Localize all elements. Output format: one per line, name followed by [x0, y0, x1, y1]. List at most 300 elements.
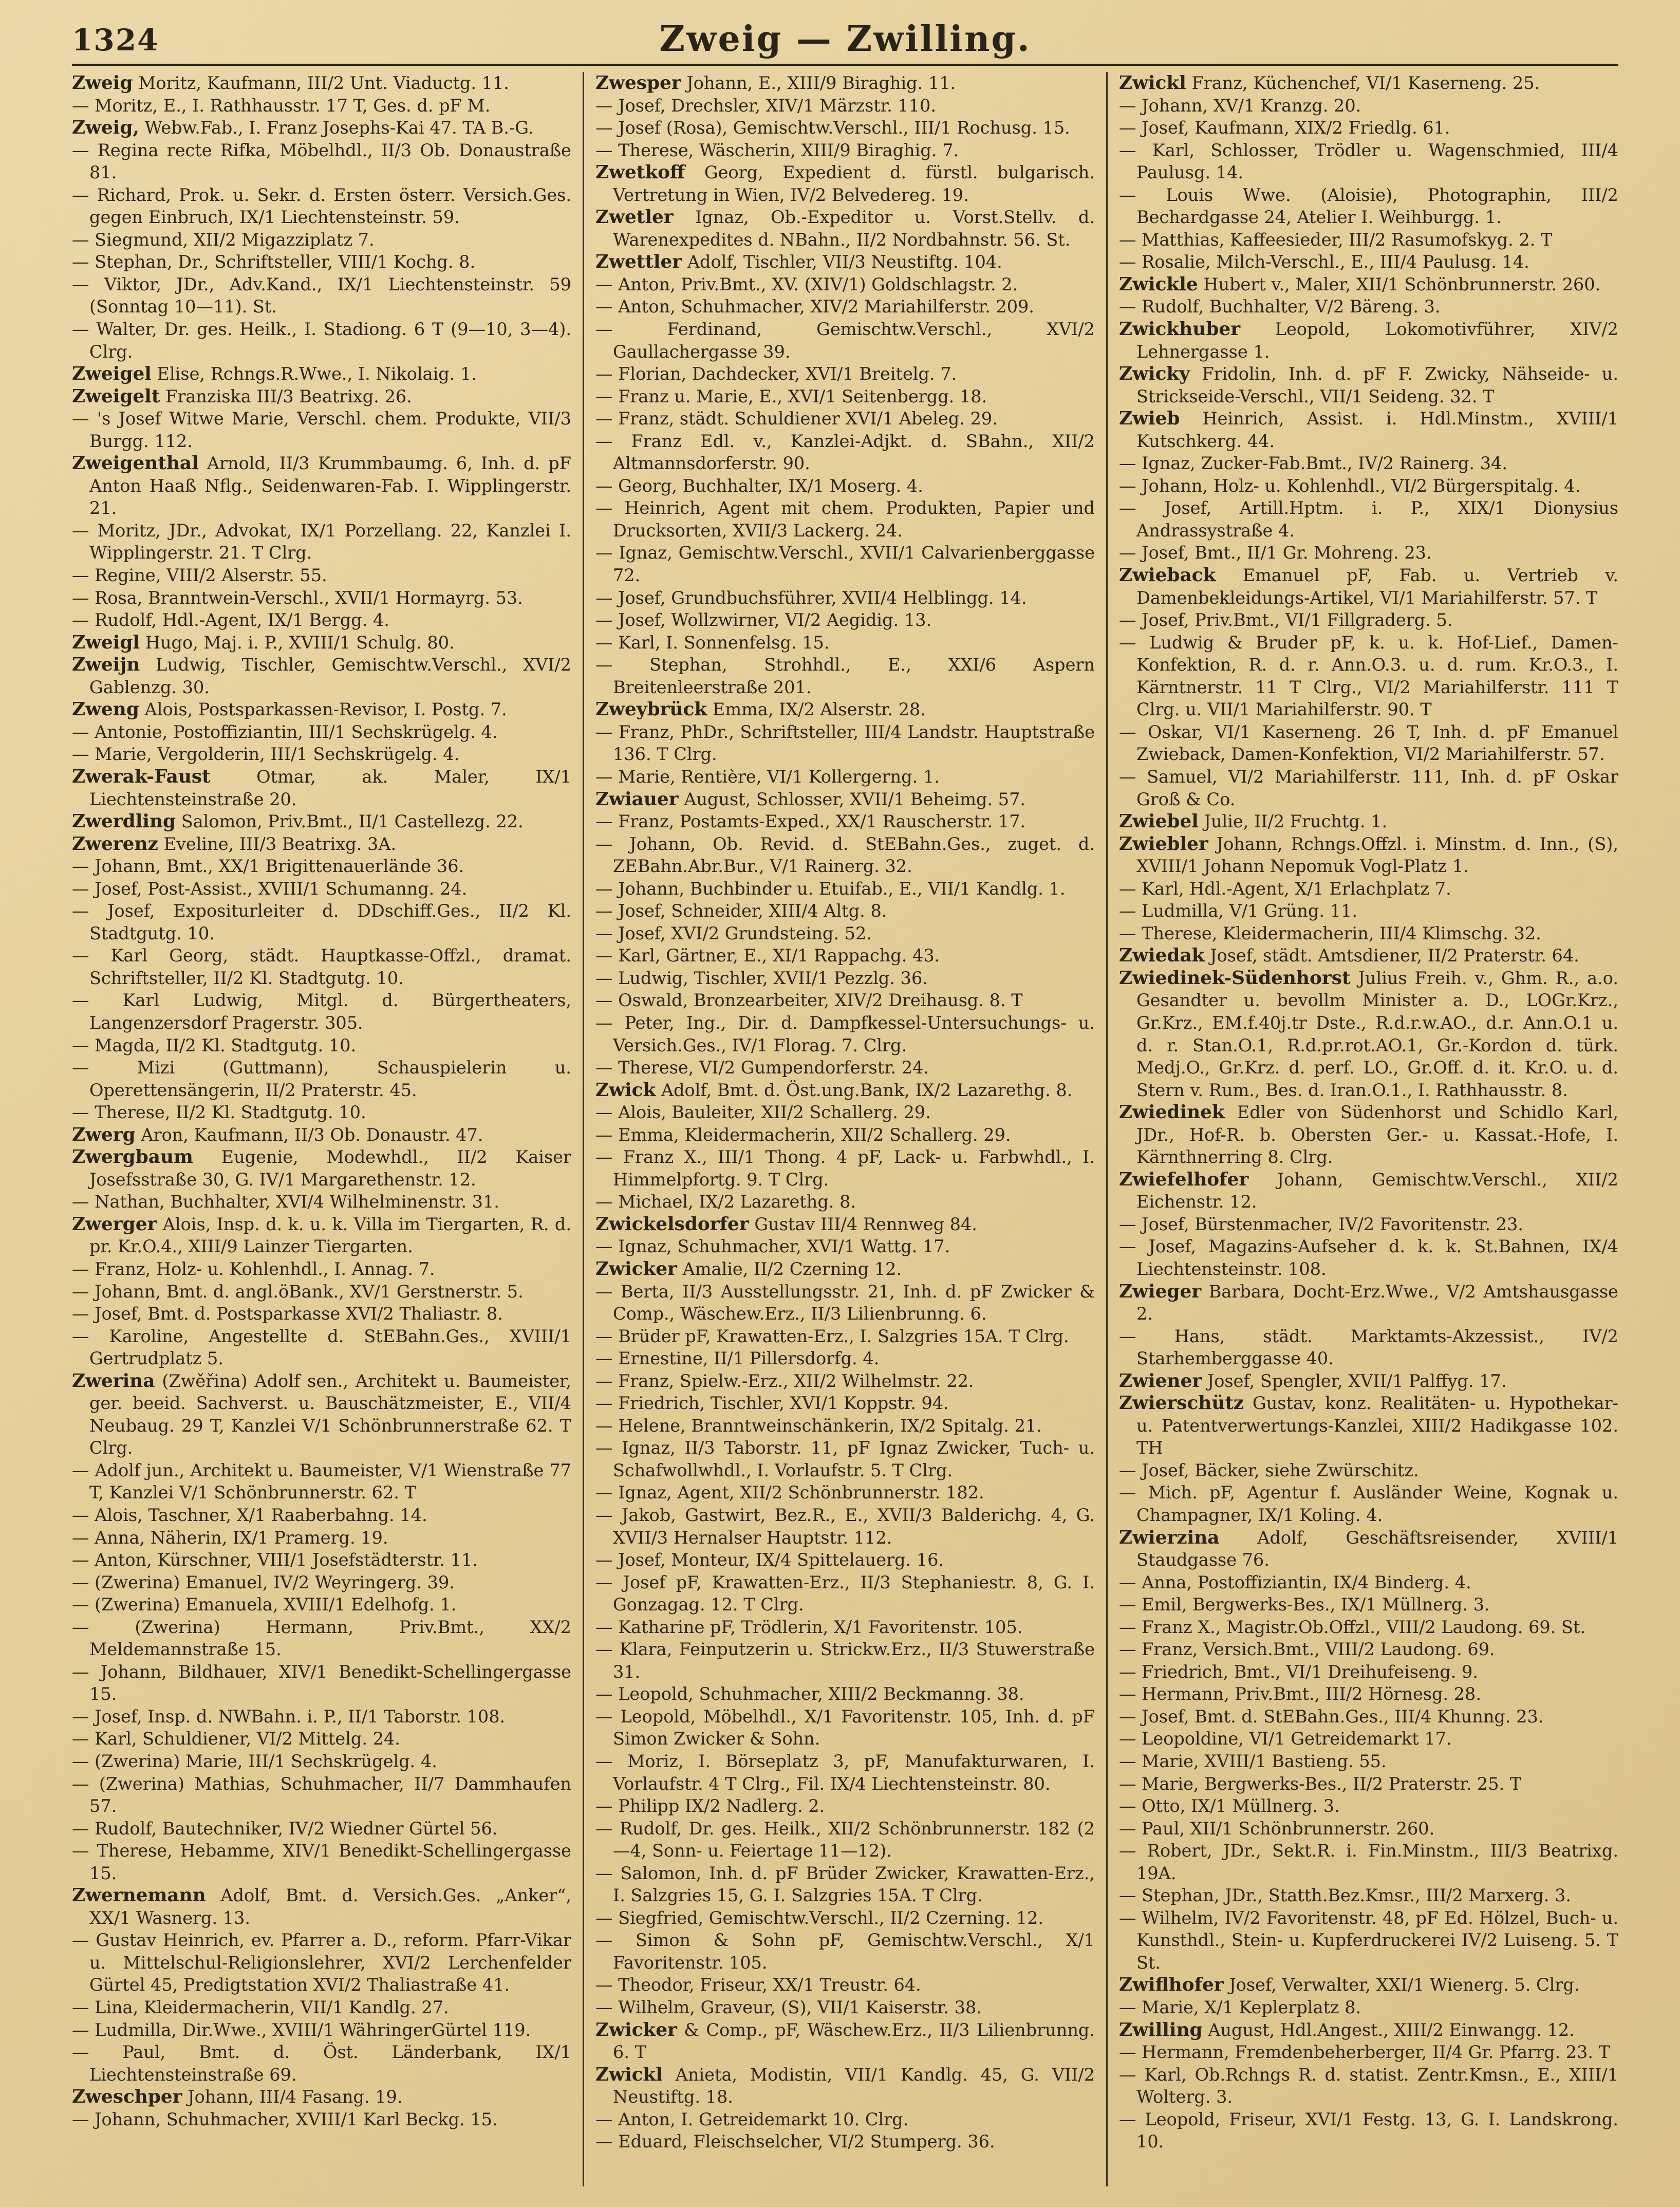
- entry-text: — Johann, Schuhmacher, XVIII/1 Karl Beckg. 15.: [72, 2109, 498, 2129]
- entry-text: — Marie, Bergwerks-Bes., II/2 Praterstr. 25. T: [1119, 1773, 1522, 1794]
- entry-surname: Zwetler: [595, 206, 674, 228]
- directory-entry: [595, 1415, 1095, 1437]
- directory-entry: [1119, 363, 1618, 407]
- directory-entry: [595, 721, 1095, 766]
- directory-entry: [1119, 1593, 1618, 1616]
- directory-entry: [1119, 475, 1618, 497]
- directory-entry: [72, 452, 571, 520]
- directory-entry: [72, 1056, 571, 1101]
- directory-entry: [72, 1146, 571, 1191]
- directory-entry: [72, 1616, 571, 1661]
- entry-text: — Samuel, VI/2 Mariahilferstr. 111, Inh. d. pF Oskar Groß & Co.: [1119, 766, 1618, 809]
- entry-surname: Zwerg: [72, 1123, 136, 1145]
- entry-text: — 's Josef Witwe Marie, Verschl. chem. Produkte, VII/3 Burgg. 112.: [72, 409, 571, 451]
- directory-entry: [72, 229, 571, 251]
- directory-entry: [595, 1481, 1095, 1504]
- entry-text: — Ferdinand, Gemischtw.Verschl., XVI/2 Gaullachergasse 39.: [595, 319, 1095, 362]
- directory-entry: [1119, 1101, 1618, 1169]
- entry-text: Adolf, Bmt. d. Versich.Ges. „Anker“, XX/1 Wasnerg. 13.: [89, 1885, 571, 1928]
- entry-text: Fridolin, Inh. d. pF F. Zwicky, Nähseide- u. Strickseide-Verschl., VII/1 Seideng. 32. T: [1136, 364, 1618, 406]
- entry-text: — Ignaz, Gemischtw.Verschl., XVII/1 Calvarienberggasse 72.: [595, 543, 1095, 586]
- entry-surname: Zwickl: [1119, 72, 1186, 94]
- directory-entry: [72, 878, 571, 900]
- entry-text: August, Hdl.Angest., XIII/2 Einwangg. 12.: [1202, 2019, 1575, 2040]
- directory-entry: [72, 900, 571, 944]
- directory-entry: [595, 1079, 1095, 1102]
- entry-text: Julius Freih. v., Ghm. R., a.o. Gesandter u. bevollm Minister a. D., LOGr.Krz., Gr.Krz., EM.f.40j.tr Dste., R.d.r.w.AO., d.r. Ann.O.1 u. d. r. Stan.O.1, R.d.pr.rot.AO.1, Gr.-Kordon d. türk. Medj.O., Gr.Krz. d. perf. LO., Gr.Off. d. it. Kr.O. u. d. Stern v. Rum., Bes. d. Iran.O.1., I. Rathhausstr. 8.: [1136, 968, 1618, 1100]
- entry-text: — Wilhelm, IV/2 Favoritenstr. 48, pF Ed. Hölzel, Buch- u. Kunsthdl., Stein- u. Kupferdruckerei IV/2 Luiseng. 5. T St.: [1119, 1907, 1618, 1973]
- entry-text: Otmar, ak. Maler, IX/1 Liechtensteinstraße 20.: [89, 766, 571, 809]
- entry-text: — Leopold, Schuhmacher, XIII/2 Beckmanng. 38.: [595, 1684, 1024, 1704]
- entry-text: — Walter, Dr. ges. Heilk., I. Stadiong. 6 T (9—10, 3—4). Clrg.: [72, 319, 571, 362]
- directory-entry: [72, 1996, 571, 2019]
- directory-entry: [1119, 766, 1618, 810]
- entry-text: — Ludmilla, Dir.Wwe., XVIII/1 WähringerGürtel 119.: [72, 2019, 531, 2040]
- entry-surname: Zweigenthal: [72, 452, 199, 474]
- directory-entry: [1119, 407, 1618, 452]
- directory-entry: [1119, 1235, 1618, 1280]
- entry-text: — Ignaz, II/3 Taborstr. 11, pF Ignaz Zwicker, Tuch- u. Schafwollwhdl., I. Vorlaufstr. 5. T Clrg.: [595, 1438, 1095, 1480]
- entry-surname: Zwickhuber: [1119, 318, 1241, 340]
- entry-text: — Johann, XV/1 Kranzg. 20.: [1119, 95, 1361, 116]
- entry-text: — Josef, Bäcker, siehe Zwürschitz.: [1119, 1460, 1419, 1480]
- directory-entry: [595, 542, 1095, 586]
- entry-text: — Josef, Priv.Bmt., VI/1 Fillgraderg. 5.: [1119, 610, 1453, 630]
- directory-entry: [595, 587, 1095, 609]
- page-header: [72, 18, 1618, 65]
- directory-entry: [1119, 1281, 1618, 1325]
- directory-entry: [72, 1571, 571, 1594]
- directory-entry: [595, 1974, 1095, 1996]
- directory-entry: [1119, 967, 1618, 1101]
- entry-text: — Josef, Magazins-Aufseher d. k. k. St.Bahnen, IX/4 Liechtensteinstr. 108.: [1119, 1236, 1618, 1279]
- directory-entry: [1119, 1817, 1618, 1840]
- directory-entry: [595, 1862, 1095, 1907]
- directory-entry: [1119, 1795, 1618, 1817]
- directory-entry: [595, 989, 1095, 1012]
- directory-entry: [1119, 1750, 1618, 1773]
- entry-text: — Robert, JDr., Sekt.R. i. Fin.Minstm., III/3 Beatrixg. 19A.: [1119, 1841, 1618, 1883]
- directory-entry: [72, 1593, 571, 1616]
- directory-entry: [1119, 1325, 1618, 1370]
- directory-entry: [1119, 1370, 1618, 1393]
- entry-text: — Georg, Buchhalter, IX/1 Moserg. 4.: [595, 475, 923, 496]
- entry-text: — Josef, Grundbuchsführer, XVII/4 Helblingg. 14.: [595, 587, 1027, 608]
- entry-text: — Franz, Versich.Bmt., VIII/2 Laudong. 69.: [1119, 1639, 1495, 1660]
- entry-text: Franz, Küchenchef, VI/1 Kaserneng. 25.: [1186, 73, 1540, 93]
- entry-text: — Emil, Bergwerks-Bes., IX/1 Müllnerg. 3.: [1119, 1594, 1490, 1615]
- directory-entry: [72, 1101, 571, 1124]
- directory-entry: [595, 1281, 1095, 1325]
- entry-text: — Regina recte Rifka, Möbelhdl., II/3 Ob. Donaustraße 81.: [72, 140, 571, 183]
- directory-entry: [1119, 1773, 1618, 1795]
- entry-text: — Karl Georg, städt. Hauptkasse-Offzl., dramat. Schriftsteller, II/2 Kl. Stadtgutg. 10.: [72, 945, 571, 988]
- directory-entry: [1119, 810, 1618, 833]
- directory-entry: [1119, 1638, 1618, 1661]
- directory-entry: [72, 989, 571, 1034]
- entry-text: Moritz, Kaufmann, III/2 Unt. Viaductg. 11.: [133, 73, 509, 93]
- directory-entry: [1119, 497, 1618, 542]
- entry-text: — Anton, Kürschner, VIII/1 Josefstädterstr. 11.: [72, 1550, 478, 1570]
- entry-text: — Rosa, Branntwein-Verschl., XVII/1 Hormayrg. 53.: [72, 587, 523, 608]
- directory-entry: [72, 1325, 571, 1370]
- directory-entry: [1119, 878, 1618, 900]
- directory-entry: [1119, 2041, 1618, 2064]
- entry-text: — Franz, Spielw.-Erz., XII/2 Wilhelmstr. 22.: [595, 1370, 974, 1391]
- header-rule: [72, 64, 1618, 66]
- directory-entry: [1119, 2064, 1618, 2108]
- directory-entry: [72, 1281, 571, 1303]
- column-1: [72, 72, 583, 2186]
- entry-text: — Gustav Heinrich, ev. Pfarrer a. D., reform. Pfarr-Vikar u. Mittelschul-Religionslehrer, XVI/2 Lerchenfelder Gürtel 45, Predigtstation XVI/2 Thaliastraße 41.: [72, 1930, 571, 1995]
- directory-entry: [595, 1437, 1095, 1481]
- entry-surname: Zwettler: [595, 251, 682, 273]
- entry-text: Emma, IX/2 Alserstr. 28.: [707, 699, 926, 720]
- entry-text: Josef, Spengler, XVII/1 Palffyg. 17.: [1202, 1370, 1507, 1391]
- entry-text: Gustav III/4 Rennweg 84.: [749, 1214, 977, 1234]
- directory-entry: [1119, 564, 1618, 609]
- entry-text: — Rudolf, Bautechniker, IV/2 Wiedner Gürtel 56.: [72, 1818, 498, 1839]
- entry-text: — Leopold, Friseur, XVI/1 Festg. 13, G. I. Landskrong. 10.: [1119, 2109, 1618, 2152]
- entry-text: — Franz X., Magistr.Ob.Offzl., VIII/2 Laudong. 69. St.: [1119, 1617, 1586, 1637]
- entry-text: — Hans, städt. Marktamts-Akzessist., IV/2 Starhemberggasse 40.: [1119, 1326, 1618, 1369]
- entry-text: — Josef, Drechsler, XIV/1 Märzstr. 110.: [595, 95, 936, 116]
- entry-text: — Josef, XVI/2 Grundsteing. 52.: [595, 923, 872, 943]
- directory-entry: [595, 430, 1095, 475]
- directory-entry: [72, 632, 571, 654]
- entry-surname: Zwiedinek-Südenhorst: [1119, 967, 1351, 989]
- directory-entry: [72, 855, 571, 878]
- directory-entry: [72, 698, 571, 721]
- entry-text: — Katharine pF, Trödlerin, X/1 Favoritenstr. 105.: [595, 1617, 1023, 1637]
- entry-surname: Zweigelt: [72, 385, 160, 407]
- entry-surname: Zwiener: [1119, 1369, 1202, 1392]
- directory-entry: [72, 1840, 571, 1884]
- directory-entry: [72, 139, 571, 184]
- entry-surname: Zwerak-Faust: [72, 765, 211, 787]
- entry-surname: Zwerger: [72, 1213, 157, 1235]
- entry-text: Aron, Kaufmann, II/3 Ob. Donaustr. 47.: [135, 1124, 483, 1145]
- directory-entry: [595, 385, 1095, 408]
- directory-entry: [1119, 295, 1618, 318]
- directory-entry: [595, 161, 1095, 206]
- entry-text: — Friedrich, Tischler, XVI/1 Koppstr. 94.: [595, 1393, 949, 1414]
- directory-entry: [1119, 2108, 1618, 2153]
- entry-text: — Stephan, JDr., Statth.Bez.Kmsr., III/2 Marxerg. 3.: [1119, 1885, 1572, 1906]
- directory-entry: [1119, 1840, 1618, 1884]
- entry-surname: Zwicker: [595, 1257, 677, 1279]
- entry-text: Franziska III/3 Beatrixg. 26.: [160, 386, 412, 406]
- directory-entry: [72, 1728, 571, 1750]
- entry-text: & Comp., pF, Wäschew.Erz., II/3 Lilienbrunng. 6. T: [613, 2019, 1095, 2063]
- entry-text: — Josef, Insp. d. NWBahn. i. P., II/1 Taborstr. 108.: [72, 1706, 506, 1727]
- directory-entry: [595, 1124, 1095, 1146]
- entry-surname: Zweig,: [72, 117, 139, 139]
- entry-surname: Zwiflhofer: [1119, 1974, 1224, 1996]
- entry-text: — Anna, Näherin, IX/1 Pramerg. 19.: [72, 1527, 388, 1548]
- directory-entry: [595, 1817, 1095, 1862]
- entry-text: — Josef, Monteur, IX/4 Spittelauerg. 16.: [595, 1550, 944, 1570]
- directory-entry: [72, 1527, 571, 1549]
- directory-entry: [595, 632, 1095, 654]
- directory-entry: [595, 1235, 1095, 1258]
- entry-text: — Simon & Sohn pF, Gemischtw.Verschl., X/1 Favoritenstr. 105.: [595, 1930, 1095, 1973]
- entry-text: — Berta, II/3 Ausstellungsstr. 21, Inh. d. pF Zwicker & Comp., Wäschew.Erz., II/3 Lilienbrunng. 6.: [595, 1281, 1095, 1324]
- entry-surname: Zwickl: [595, 2063, 663, 2085]
- directory-entry: [595, 766, 1095, 788]
- entry-surname: Zweigl: [72, 631, 140, 653]
- directory-entry: [595, 1705, 1095, 1750]
- entry-text: Julie, II/2 Fruchtg. 1.: [1198, 811, 1388, 832]
- entry-text: — Antonie, Postoffiziantin, III/1 Sechskrügelg. 4.: [72, 721, 498, 742]
- page-title: Zweig — Zwilling.: [659, 18, 1031, 60]
- directory-entry: [72, 833, 571, 856]
- directory-entry: [595, 72, 1095, 95]
- entry-surname: Zwilling: [1119, 2018, 1203, 2041]
- directory-entry: [595, 251, 1095, 273]
- entry-text: — Rudolf, Dr. ges. Heilk., XII/2 Schönbrunnerstr. 182 (2—4, Sonn- u. Feiertage 11—12).: [595, 1818, 1095, 1861]
- directory-entry: [595, 1549, 1095, 1571]
- directory-entry: [72, 1705, 571, 1728]
- directory-entry: [595, 117, 1095, 139]
- entry-text: — Leopold, Möbelhdl., X/1 Favoritenstr. 105, Inh. d. pF Simon Zwicker & Sohn.: [595, 1706, 1095, 1749]
- entry-text: — Ernestine, II/1 Pillersdorfg. 4.: [595, 1348, 880, 1369]
- entry-text: — Franz Edl. v., Kanzlei-Adjkt. d. SBahn., XII/2 Altmannsdorferstr. 90.: [595, 431, 1095, 474]
- entry-text: — Siegfried, Gemischtw.Verschl., II/2 Czerning. 12.: [595, 1907, 1044, 1928]
- entry-text: — Magda, II/2 Kl. Stadtgutg. 10.: [72, 1035, 357, 1055]
- directory-entry: [1119, 452, 1618, 475]
- entry-surname: Zwerdling: [72, 810, 176, 832]
- entry-text: Georg, Expedient d. fürstl. bulgarisch. Vertretung in Wien, IV/2 Belvedereg. 19.: [613, 162, 1095, 205]
- directory-entry: [595, 1907, 1095, 1930]
- entry-text: — Hermann, Priv.Bmt., III/2 Hörnesg. 28.: [1119, 1684, 1482, 1704]
- directory-entry: [1119, 1481, 1618, 1526]
- directory-entry: [1119, 1974, 1618, 1996]
- directory-entry: [72, 1191, 571, 1213]
- directory-entry: [595, 2064, 1095, 2108]
- directory-entry: [595, 1929, 1095, 1974]
- directory-entry: [1119, 721, 1618, 766]
- entry-text: — Theodor, Friseur, XX/1 Treustr. 64.: [595, 1975, 921, 1995]
- directory-entry: [595, 810, 1095, 833]
- directory-entry: [1119, 318, 1618, 363]
- entry-text: Heinrich, Assist. i. Hdl.Minstm., XVIII/1 Kutschkerg. 44.: [1136, 409, 1618, 451]
- entry-text: Josef, Verwalter, XXI/1 Wienerg. 5. Clrg.: [1223, 1975, 1580, 1995]
- entry-text: — Johann, Buchbinder u. Etuifab., E., VII/1 Kandlg. 1.: [595, 878, 1066, 899]
- entry-surname: Zwicky: [1119, 363, 1190, 385]
- entry-surname: Zwernemann: [72, 1884, 206, 1906]
- directory-entry: [595, 1996, 1095, 2019]
- entry-text: Eugenie, Modewhdl., II/2 Kaiser Josefsstraße 30, G. IV/1 Margarethenstr. 12.: [89, 1147, 571, 1190]
- directory-entry: [1119, 117, 1618, 139]
- entry-text: — Karl, Schlosser, Trödler u. Wagenschmied, III/4 Paulusg. 14.: [1119, 140, 1618, 183]
- directory-entry: [1119, 1571, 1618, 1594]
- entry-text: Gustav, konz. Realitäten- u. Hypothekar- u. Patentverwertungs-Kanzlei, XIII/2 Hadikgasse 102. TH: [1136, 1393, 1618, 1458]
- directory-entry: [1119, 1459, 1618, 1482]
- entry-text: — Josef, Post-Assist., XVIII/1 Schumanng. 24.: [72, 878, 468, 899]
- entry-text: — Franz u. Marie, E., XVI/1 Seitenbergg. 18.: [595, 386, 987, 406]
- entry-text: — Stephan, Strohhdl., E., XXI/6 Aspern Breitenleerstraße 201.: [595, 655, 1095, 697]
- entry-surname: Zwierzina: [1119, 1526, 1220, 1548]
- entry-text: — Adolf jun., Architekt u. Baumeister, V/1 Wienstraße 77 T, Kanzlei V/1 Schönbrunnerstr. 62. T: [72, 1460, 571, 1503]
- entry-text: Hubert v., Maler, XII/1 Schönbrunnerstr. 260.: [1198, 274, 1601, 294]
- directory-entry: [595, 1191, 1095, 1213]
- directory-entry: [595, 318, 1095, 363]
- directory-entry: [72, 564, 571, 587]
- directory-entry: [595, 2108, 1095, 2131]
- entry-text: Hugo, Maj. i. P., XVIII/1 Schulg. 80.: [140, 632, 455, 653]
- directory-entry: [595, 295, 1095, 318]
- entry-text: — Josef (Rosa), Gemischtw.Verschl., III/1 Rochusg. 15.: [595, 118, 1070, 138]
- entry-text: — Anton, I. Getreidemarkt 10. Clrg.: [595, 2109, 909, 2129]
- entry-text: — Klara, Feinputzerin u. Strickw.Erz., II/3 Stuwerstraße 31.: [595, 1639, 1095, 1682]
- entry-text: — Josef, Artill.Hptm. i. P., XIX/1 Dionysius Andrassystraße 4.: [1119, 498, 1618, 541]
- entry-text: — Karl, Gärtner, E., XI/1 Rappachg. 43.: [595, 945, 940, 966]
- directory-entry: [1119, 542, 1618, 564]
- entry-text: — Josef, Bmt. d. Postsparkasse XVI/2 Thaliastr. 8.: [72, 1304, 503, 1324]
- directory-entry: [595, 1213, 1095, 1236]
- entry-text: — Jakob, Gastwirt, Bez.R., E., XVII/3 Balderichg. 4, G. XVII/3 Hernalser Hauptstr. 112.: [595, 1505, 1095, 1548]
- directory-entry: [595, 1101, 1095, 1124]
- entry-surname: Zwiebler: [1119, 832, 1208, 855]
- directory-entry: [595, 698, 1095, 721]
- entry-text: — Emma, Kleidermacherin, XII/2 Schallerg. 29.: [595, 1124, 1011, 1145]
- entry-text: August, Schlosser, XVII/1 Beheimg. 57.: [678, 789, 1026, 809]
- directory-entry: [72, 2041, 571, 2086]
- entry-text: Adolf, Tischler, VII/3 Neustiftg. 104.: [682, 252, 1002, 272]
- entry-text: — Rudolf, Hdl.-Agent, IX/1 Bergg. 4.: [72, 610, 389, 630]
- entry-surname: Zwiebel: [1119, 810, 1199, 832]
- directory-entry: [72, 117, 571, 139]
- directory-entry: [595, 95, 1095, 117]
- entry-text: — Stephan, Dr., Schriftsteller, VIII/1 Kochg. 8.: [72, 252, 476, 272]
- entry-text: — (Zwerina) Emanuela, XVIII/1 Edelhofg. 1.: [72, 1594, 457, 1615]
- entry-surname: Zwiauer: [595, 788, 679, 810]
- directory-entry: [595, 1504, 1095, 1549]
- entry-text: — Marie, Rentière, VI/1 Kollergerng. 1.: [595, 766, 940, 787]
- directory-entry: [72, 1884, 571, 1929]
- directory-entry: [72, 944, 571, 989]
- entry-text: — Marie, Vergolderin, III/1 Sechskrügelg. 4.: [72, 744, 460, 765]
- entry-text: Eveline, III/3 Beatrixg. 3A.: [158, 833, 397, 854]
- entry-text: — Peter, Ing., Dir. d. Dampfkessel-Untersuchungs- u. Versich.Ges., IV/1 Florag. 7. Clrg.: [595, 1012, 1095, 1055]
- entry-text: (Zwěřina) Adolf sen., Architekt u. Baumeister, ger. beeid. Sachverst. u. Bauschätzmeister, E., VII/4 Neubaug. 29 T, Kanzlei V/1 Schönbrunnerstraße 62. T Clrg.: [89, 1370, 571, 1458]
- entry-text: — Anton, Priv.Bmt., XV. (XIV/1) Goldschlagstr. 2.: [595, 274, 1018, 294]
- entry-text: — Alois, Taschner, X/1 Raaberbahng. 14.: [72, 1505, 427, 1525]
- column-2: [583, 72, 1106, 2186]
- entry-text: Adolf, Geschäftsreisender, XVIII/1 Staudgasse 76.: [1136, 1527, 1618, 1570]
- directory-entry: [595, 475, 1095, 497]
- directory-entry: [72, 1750, 571, 1773]
- entry-text: Johann, E., XIII/9 Biraghig. 11.: [681, 73, 956, 93]
- directory-entry: [1119, 833, 1618, 878]
- entry-surname: Zwieback: [1119, 564, 1216, 586]
- entry-surname: Zwiefelhofer: [1119, 1168, 1249, 1190]
- entry-surname: Zwierschütz: [1119, 1392, 1244, 1414]
- entry-text: — Richard, Prok. u. Sekr. d. Ersten österr. Versich.Ges. gegen Einbruch, IX/1 Liechtensteinstr. 59.: [72, 184, 571, 228]
- entry-text: — Florian, Dachdecker, XVI/1 Breitelg. 7.: [595, 364, 957, 384]
- entry-text: — Franz X., III/1 Thong. 4 pF, Lack- u. Farbwhdl., I. Himmelpfortg. 9. T Clrg.: [595, 1147, 1095, 1190]
- entry-text: — Louis Wwe. (Aloisie), Photographin, III/2 Bechardgasse 24, Atelier I. Weihburgg. 1.: [1119, 184, 1618, 228]
- directory-entry: [72, 407, 571, 452]
- directory-entry: [72, 609, 571, 632]
- directory-entry: [1119, 1683, 1618, 1705]
- entry-surname: Zwesper: [595, 72, 681, 94]
- directory-entry: [72, 520, 571, 564]
- entry-text: Anieta, Modistin, VII/1 Kandlg. 45, G. VII/2 Neustiftg. 18.: [613, 2064, 1095, 2107]
- directory-entry: [1119, 1705, 1618, 1728]
- entry-text: — Karoline, Angestellte d. StEBahn.Ges., XVIII/1 Gertrudplatz 5.: [72, 1326, 571, 1369]
- directory-entry: [1119, 1728, 1618, 1750]
- directory-entry: [72, 72, 571, 95]
- directory-entry: [72, 2108, 571, 2131]
- entry-text: — Anna, Postoffiziantin, IX/4 Binderg. 4.: [1119, 1572, 1471, 1592]
- directory-entry: [1119, 229, 1618, 251]
- entry-text: — Josef pF, Krawatten-Erz., II/3 Stephaniestr. 8, G. I. Gonzagag. 12. T Clrg.: [595, 1572, 1095, 1615]
- directory-entry: [595, 1012, 1095, 1056]
- directory-entry: [72, 1773, 571, 1817]
- directory-entry: [1119, 609, 1618, 632]
- directory-entry: [1119, 95, 1618, 117]
- entry-surname: Zweijn: [72, 654, 140, 676]
- directory-entry: [595, 497, 1095, 542]
- directory-entry: [595, 363, 1095, 385]
- entry-surname: Zwickle: [1119, 273, 1198, 295]
- entry-text: — Josef, Bmt., II/1 Gr. Mohreng. 23.: [1119, 543, 1432, 563]
- entry-text: — Johann, Ob. Revid. d. StEBahn.Ges., zuget. d. ZEBahn.Abr.Bur., V/1 Rainerg. 32.: [595, 833, 1095, 877]
- entry-text: — Josef, Schneider, XIII/4 Altg. 8.: [595, 901, 887, 921]
- entry-text: — Therese, Hebamme, XIV/1 Benedikt-Schellingergasse 15.: [72, 1841, 571, 1883]
- directory-entry: [1119, 1527, 1618, 1571]
- directory-entry: [595, 1795, 1095, 1817]
- entry-text: — Ignaz, Schuhmacher, XVI/1 Wattg. 17.: [595, 1236, 950, 1257]
- entry-text: — Johann, Bmt. d. angl.öBank., XV/1 Gerstnerstr. 5.: [72, 1281, 524, 1302]
- entry-text: — Matthias, Kaffeesieder, III/2 Rasumofskyg. 2. T: [1119, 229, 1553, 250]
- entry-text: — Michael, IX/2 Lazarethg. 8.: [595, 1192, 856, 1212]
- directory-entry: [72, 721, 571, 744]
- entry-text: — Hermann, Fremdenbeherberger, II/4 Gr. Pfarrg. 23. T: [1119, 2042, 1611, 2063]
- directory-entry: [595, 2130, 1095, 2153]
- entry-text: — Leopoldine, VI/1 Getreidemarkt 17.: [1119, 1729, 1452, 1749]
- directory-entry: [1119, 251, 1618, 273]
- entry-text: — Josef, Bmt. d. StEBahn.Ges., III/4 Khunng. 23.: [1119, 1706, 1544, 1727]
- directory-entry: [72, 1459, 571, 1504]
- entry-text: — Otto, IX/1 Müllnerg. 3.: [1119, 1796, 1340, 1816]
- directory-entry: [72, 385, 571, 408]
- entry-text: Webw.Fab., I. Franz Josephs-Kai 47. TA B.-G.: [139, 118, 534, 138]
- entry-text: — Ignaz, Agent, XII/2 Schönbrunnerstr. 182.: [595, 1482, 984, 1503]
- entry-text: — Karl, Ob.Rchngs R. d. statist. Zentr.Kmsn., E., XIII/1 Wolterg. 3.: [1119, 2064, 1618, 2107]
- entry-text: — Karl, Hdl.-Agent, X/1 Erlachplatz 7.: [1119, 878, 1451, 899]
- directory-entry: [72, 95, 571, 117]
- entry-text: — Mich. pF, Agentur f. Ausländer Weine, Kognak u. Champagner, IX/1 Koling. 4.: [1119, 1482, 1618, 1525]
- entry-text: Arnold, II/3 Krummbaumg. 6, Inh. d. pF Anton Haaß Nflg., Seidenwaren-Fab. I. Wipplingerstr. 21.: [89, 453, 571, 518]
- directory-entry: [72, 363, 571, 385]
- entry-surname: Zweig: [72, 72, 133, 94]
- entry-text: — Josef, Bürstenmacher, IV/2 Favoritenstr. 23.: [1119, 1214, 1523, 1234]
- entry-text: — Karl Ludwig, Mitgl. d. Bürgertheaters, Langenzersdorf Pragerstr. 305.: [72, 990, 571, 1033]
- directory-entry: [1119, 139, 1618, 184]
- directory-entry: [72, 1549, 571, 1571]
- directory-entry: [1119, 922, 1618, 945]
- directory-entry: [595, 1258, 1095, 1281]
- entry-text: — Mizi (Guttmann), Schauspielerin u. Operettensängerin, II/2 Praterstr. 45.: [72, 1058, 571, 1100]
- directory-entry: [72, 810, 571, 833]
- directory-entry: [1119, 1616, 1618, 1639]
- column-3: [1106, 72, 1618, 2186]
- entry-surname: Zweschper: [72, 2086, 182, 2108]
- directory-entry: [595, 1392, 1095, 1415]
